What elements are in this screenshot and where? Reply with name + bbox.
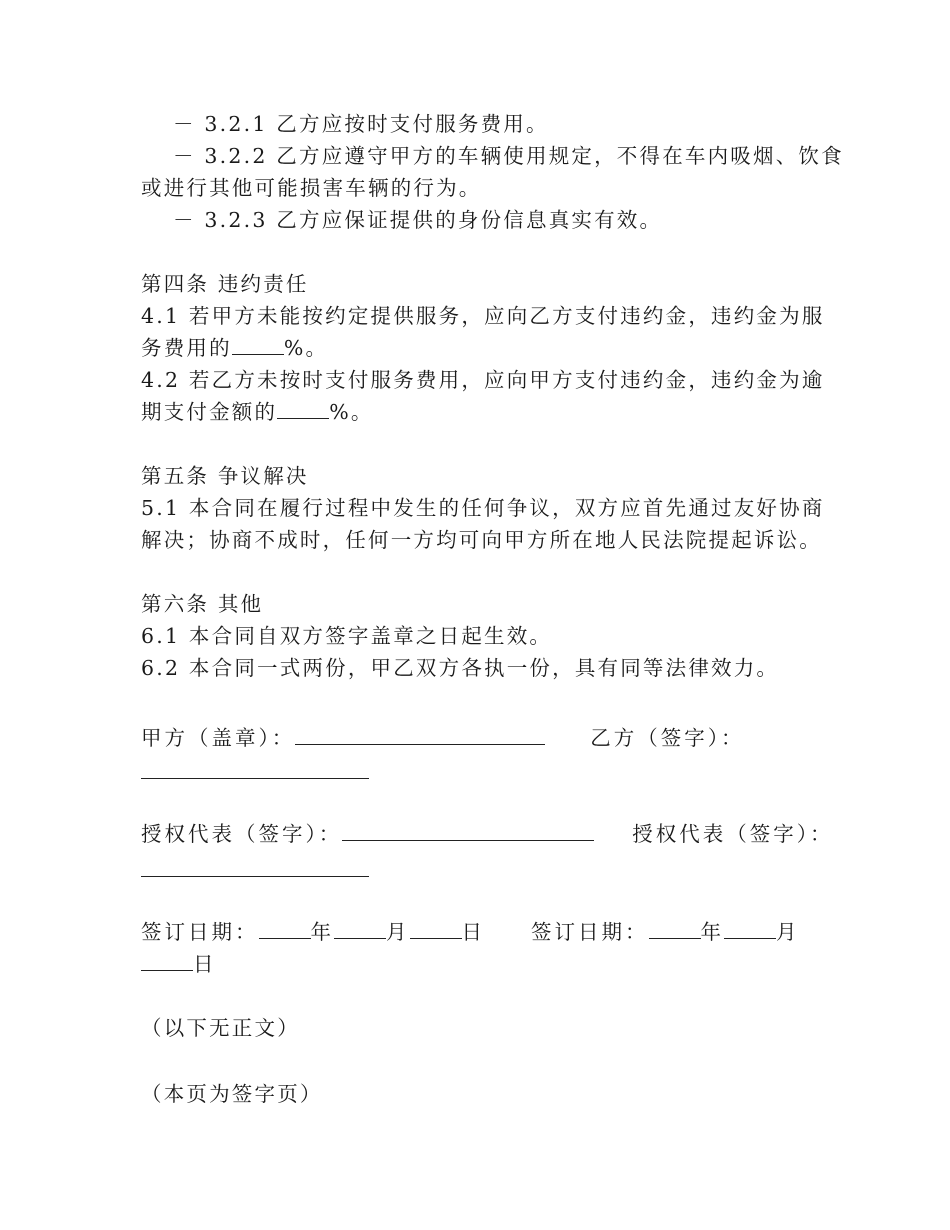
clause-3-2-1: － 3.2.1 乙方应按时支付服务费用。: [173, 112, 549, 136]
date-a-label: 签订日期：: [141, 920, 259, 944]
clause-4-2-cont: [141, 396, 821, 428]
clause-5-1: 5.1 本合同在履行过程中发生的任何争议，双方应首先通过友好协商: [141, 496, 825, 520]
article-4-heading: 第四条 违约责任: [141, 272, 309, 296]
clause-5-1-cont: 解决；协商不成时，任何一方均可向甲方所在地人民法院提起诉讼。: [141, 528, 822, 552]
date-a-year-unit: 年: [310, 920, 334, 944]
clause-4-2-prefix: 期支付金额的: [141, 400, 278, 424]
date-b-month-unit: 月: [776, 920, 800, 944]
party-signature-row: [141, 722, 821, 754]
party-b-signature-blank[interactable]: [141, 778, 369, 779]
date-b-day-blank[interactable]: [141, 948, 193, 971]
date-a-month-unit: 月: [386, 920, 410, 944]
party-a-seal-blank[interactable]: [295, 722, 545, 745]
date-b-label: 签订日期：: [531, 920, 649, 944]
clause-3-2-3: － 3.2.3 乙方应保证提供的身份信息真实有效。: [173, 208, 663, 232]
clause-6-2: 6.2 本合同一式两份，甲乙双方各执一份，具有同等法律效力。: [141, 656, 780, 680]
clause-4-1-cont: [141, 332, 821, 364]
date-a-month-blank[interactable]: [334, 916, 386, 939]
rep-b-label: 授权代表（签字）：: [632, 822, 834, 846]
no-text-below-note: （以下无正文）: [141, 1016, 300, 1040]
article-6-heading: 第六条 其他: [141, 592, 264, 616]
rep-a-signature-blank[interactable]: [342, 818, 594, 841]
date-a-day-blank[interactable]: [410, 916, 462, 939]
clause-4-2: 4.2 若乙方未按时支付服务费用，应向甲方支付违约金，违约金为逾: [141, 368, 825, 392]
signature-page-note: （本页为签字页）: [141, 1082, 323, 1106]
clause-3-2-2-cont: 或进行其他可能损害车辆的行为。: [141, 176, 482, 200]
party-a-label: 甲方（盖章）：: [141, 726, 296, 750]
rep-signature-row: [141, 818, 834, 850]
date-b-day-unit: 日: [193, 952, 217, 976]
clause-4-1: 4.1 若甲方未能按约定提供服务，应向乙方支付违约金，违约金为服: [141, 304, 825, 328]
penalty-rate-b-blank[interactable]: [277, 396, 329, 419]
article-5-heading: 第五条 争议解决: [141, 464, 309, 488]
clause-3-2-2: － 3.2.2 乙方应遵守甲方的车辆使用规定，不得在车内吸烟、饮食: [173, 144, 844, 168]
date-a-year-blank[interactable]: [259, 916, 311, 939]
date-row-cont: [141, 948, 821, 980]
date-b-year-unit: 年: [700, 920, 724, 944]
clause-4-1-suffix: %。: [283, 336, 329, 360]
date-b-month-blank[interactable]: [724, 916, 776, 939]
penalty-rate-a-blank[interactable]: [232, 332, 284, 355]
rep-a-label: 授权代表（签字）：: [141, 822, 343, 846]
rep-b-signature-blank[interactable]: [141, 876, 369, 877]
date-row: [141, 916, 821, 948]
party-b-label: 乙方（签字）：: [590, 726, 745, 750]
clause-6-1: 6.1 本合同自双方签字盖章之日起生效。: [141, 624, 553, 648]
date-a-day-unit: 日: [461, 920, 485, 944]
date-b-year-blank[interactable]: [649, 916, 701, 939]
clause-4-1-prefix: 务费用的: [141, 336, 232, 360]
clause-4-2-suffix: %。: [329, 400, 374, 424]
